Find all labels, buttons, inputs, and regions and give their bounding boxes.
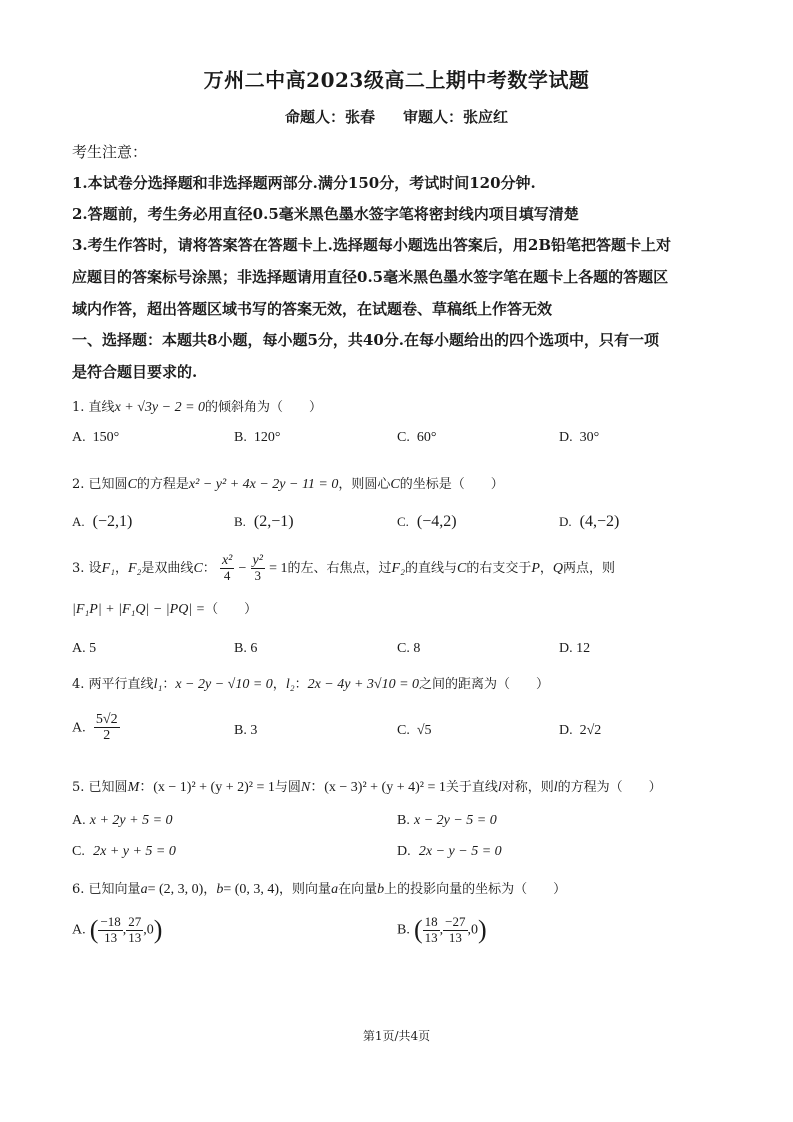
- q1-option-d: D. 30°: [559, 430, 600, 445]
- q3-option-c: C. 8: [397, 641, 421, 656]
- authors-line: [0, 106, 793, 127]
- question-1: 1. 直线x + √3y − 2 = 0的倾斜角为（ ）: [72, 400, 323, 415]
- notice-item-3-line-3: 域内作答，超出答题区域书写的答案无效，在试题卷、草稿纸上作答无效: [72, 300, 553, 318]
- q5-circle-n: ：(x − 3)² + (y + 4)² = 1: [310, 780, 446, 795]
- q4-option-d: D. 2√2: [559, 723, 602, 738]
- q5-option-c: C. 2x + y + 5 = 0: [72, 844, 176, 859]
- q4-line-2: 2x − 4y + 3√10 = 0: [307, 677, 420, 692]
- q4-option-a: A. $\frac{5√2}{2}$: [72, 712, 118, 744]
- q2-option-a: A. (−2,1): [72, 513, 133, 530]
- q5-option-d: D. 2x − y − 5 = 0: [397, 844, 502, 859]
- q2-option-c: C. (−4,2): [397, 513, 457, 530]
- reviewer: 审题人：张应红: [403, 108, 509, 126]
- question-4: 4. 两平行直线l₁：x − 2y − √10 = 0，l₂：2x − 4y + 3√10 = 0之间的距离为（ ）: [72, 677, 550, 692]
- q4-option-c: C. √5: [397, 723, 432, 738]
- question-3-line-2: |F₁P| + |F₁Q| − |PQ| =（ ）: [72, 602, 258, 617]
- q3-fraction-y: $\frac{\text{y²}}{3}$: [252, 553, 263, 584]
- section-heading-line-2: 是符合题目要求的.: [72, 363, 198, 381]
- question-2: 2. 已知圆C的方程是x² − y² + 4x − 2y − 11 = 0，则圆心C的坐标是（ ）: [72, 477, 504, 492]
- q1-equation: x + √3y − 2 = 0: [114, 400, 206, 415]
- q4-line-1: x − 2y − √10 = 0: [175, 677, 273, 692]
- q6-option-a: A. ( $\frac{-18}{13}$ , $\frac{27}{13}$ ,0): [72, 914, 163, 945]
- q3-option-d: D. 12: [559, 641, 591, 656]
- q3-option-b: B. 6: [234, 641, 258, 656]
- section-heading-line-1: 一、选择题：本题共8小题，每小题5分，共40分.在每小题给出的四个选项中，只有一项: [72, 331, 659, 349]
- notice-item-3-line-1: 3.考生作答时，请将答案答在答题卡上.选择题每小题选出答案后，用2B铅笔把答题卡上对: [72, 236, 672, 254]
- q5-option-a: A. x + 2y + 5 = 0: [72, 813, 173, 828]
- notice-heading: 考生注意：: [72, 143, 148, 161]
- setter: 命题人：张春: [284, 108, 375, 126]
- vector-b: b: [216, 882, 224, 897]
- notice-item-2: 2.答题前，考生务必用直径0.5毫米黑色墨水签字笔将密封线内项目填写清楚: [72, 205, 579, 223]
- q3-expression: |F₁P| + |F₁Q| − |PQ| =: [72, 602, 206, 617]
- question-6: 6. 已知向量a= (2, 3, 0)，b= (0, 3, 4)，则向量a在向量b上的投影向量的坐标为（ ）: [72, 882, 567, 897]
- q2-equation: x² − y² + 4x − 2y − 11 = 0: [188, 477, 339, 492]
- question-3: 3. 设F₁，F₂是双曲线C： $\frac{\text{x²}}{4}$ − $\frac{\text{y²}}{3}$ = 1的左、右焦点，过F₂的直线与C的右支交于P，Q两点，则: [72, 553, 616, 584]
- q1-option-a: A. 150°: [72, 430, 120, 445]
- q4-option-b: B. 3: [234, 723, 258, 738]
- q1-option-b: B. 120°: [234, 430, 281, 445]
- q5-circle-m: ：(x − 1)² + (y + 2)² = 1: [139, 780, 275, 795]
- q6-option-b: B. ( $\frac{18}{13}$ , $\frac{-27}{13}$ ,0): [397, 914, 487, 945]
- q5-option-b: B. x − 2y − 5 = 0: [397, 813, 497, 828]
- notice-item-3-line-2: 应题目的答案标号涂黑；非选择题请用直径0.5毫米黑色墨水签字笔在题卡上各题的答题区: [72, 268, 669, 286]
- page-number: 第1页/共4页: [362, 1029, 431, 1043]
- question-5: 5. 已知圆M：(x − 1)² + (y + 2)² = 1与圆N：(x − 3)² + (y + 4)² = 1关于直线l对称，则l的方程为（ ）: [72, 780, 662, 795]
- q1-option-c: C. 60°: [397, 430, 437, 445]
- q3-option-a: A. 5: [72, 641, 97, 656]
- q3-fraction-x: $\frac{\text{x²}}{4}$: [221, 553, 233, 584]
- exam-title: 万州二中高2023级高二上期中考数学试题: [203, 68, 590, 92]
- notice-item-1: 1.本试卷分选择题和非选择题两部分.满分150分，考试时间120分钟.: [72, 174, 536, 192]
- q2-option-b: B. (2,−1): [234, 513, 294, 530]
- q2-option-d: D. (4,−2): [559, 513, 620, 530]
- vector-a: a: [140, 882, 148, 897]
